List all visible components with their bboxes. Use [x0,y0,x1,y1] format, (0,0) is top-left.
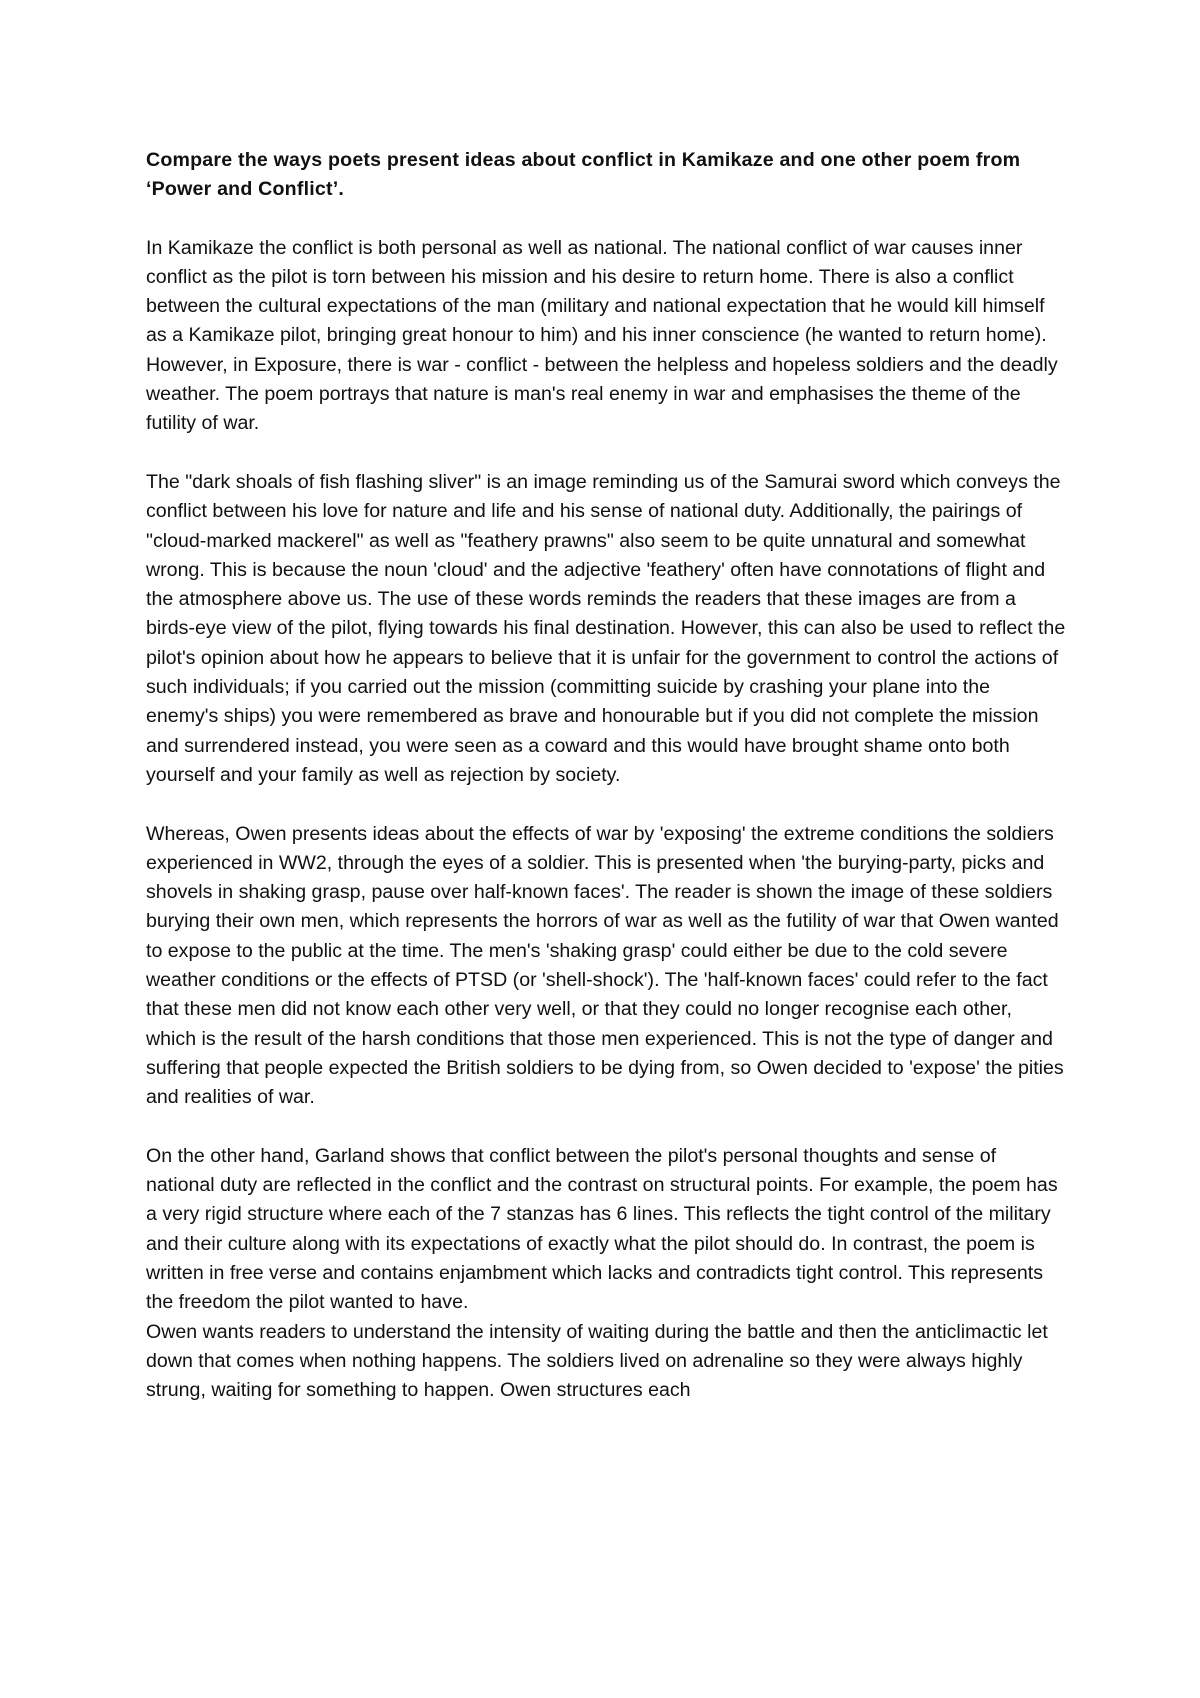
paragraph-owen-waiting: Owen wants readers to understand the intensity of waiting during the battle and then the anticlimactic let down that comes when nothing happens. The soldiers lived on adrenaline so they were always highly strung, waiting for something to happen. Owen structures each [146,1320,1048,1402]
document-body [146,146,1066,1405]
paragraph-kamikaze-imagery: The "dark shoals of fish flashing sliver" is an image reminding us of the Samurai sword which conveys the conflict between his love for nature and life and his sense of national duty. Additionally, the pairings of "cloud-marked mackerel" as well as "feathery prawns" also seem to be quite unnatural and somewhat wrong. This is because the noun 'cloud' and the adjective 'feathery' often have connotations of flight and the atmosphere above us. The use of these words reminds the readers that these images are from a birds-eye view of the pilot, flying towards his final destination. However, this can also be used to reflect the pilot's opinion about how he appears to believe that it is unfair for the government to control the actions of such individuals; if you carried out the mission (committing suicide by crashing your plane into the enemy's ships) you were remembered as brave and honourable but if you did not complete the mission and surrendered instead, you were seen as a coward and this would have brought shame onto both yourself and your family as well as rejection by society. [146,470,1066,786]
essay-question-title: Compare the ways poets present ideas about conflict in Kamikaze and one other poem from ‘Power and Conflict’. [146,149,1021,201]
paragraph-owen-exposure: Whereas, Owen presents ideas about the effects of war by 'exposing' the extreme conditions the soldiers experienced in WW2, through the eyes of a soldier. This is presented when 'the burying-party, picks and shovels in shaking grasp, pause over half-known faces'. The reader is shown the image of these soldiers burying their own men, which represents the horrors of war as well as the futility of war that Owen wanted to expose to the public at the time. The men's 'shaking grasp' could either be due to the cold severe weather conditions or the effects of PTSD (or 'shell-shock'). The 'half-known faces' could refer to the fact that these men did not know each other very well, or that they could no longer recognise each other, which is the result of the harsh conditions that those men experienced. This is not the type of danger and suffering that people expected the British soldiers to be dying from, so Owen decided to 'expose' the pities and realities of war. [146,822,1064,1109]
paragraph-garland-structure: On the other hand, Garland shows that conflict between the pilot's personal thoughts and sense of national duty are reflected in the conflict and the contrast on structural points. For example, the poem has a very rigid structure where each of the 7 stanzas has 6 lines. This reflects the tight control of the military and their culture along with its expectations of exactly what the pilot should do. In contrast, the poem is written in free verse and contains enjambment which lacks and contradicts tight control. This represents the freedom the pilot wanted to have. [146,1144,1058,1314]
paragraph-introduction: In Kamikaze the conflict is both personal as well as national. The national conflict of war causes inner conflict as the pilot is torn between his mission and his desire to return home. There is also a conflict between the cultural expectations of the man (military and national expectation that he would kill himself as a Kamikaze pilot, bringing great honour to him) and his inner conscience (he wanted to return home). However, in Exposure, there is war - conflict - between the helpless and hopeless soldiers and the deadly weather. The poem portrays that nature is man's real enemy in war and emphasises the theme of the futility of war. [146,236,1058,435]
